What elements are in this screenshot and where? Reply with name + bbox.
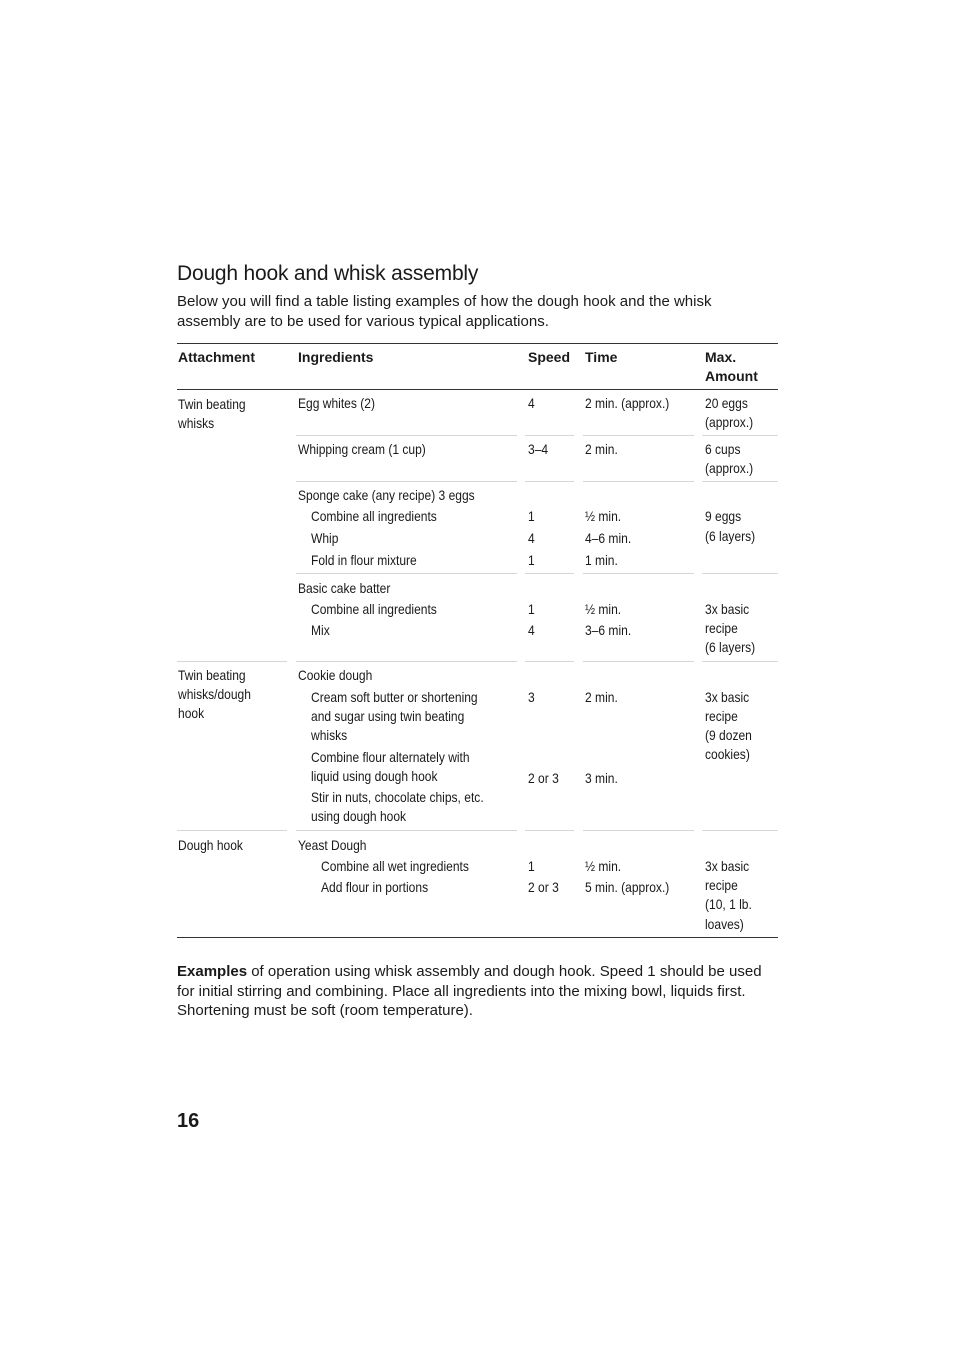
header-time: Time — [585, 349, 618, 365]
sec2-step3-line1: Stir in nuts, chocolate chips, etc. — [311, 789, 484, 805]
r2-max-line2: (approx.) — [705, 460, 754, 476]
sec2-ingredient: Cookie dough — [298, 667, 373, 683]
intro-paragraph: Below you will find a table listing examples of how the dough hook and the whisk assembly are to be used for various typical applications. — [177, 293, 712, 330]
r4-time1: ½ min. — [585, 601, 622, 617]
r3-speed2: 4 — [528, 530, 535, 546]
sec2-rule-max — [702, 830, 778, 831]
sec2-time2: 3 min. — [585, 770, 618, 786]
sec2-step2-line2: liquid using dough hook — [311, 768, 438, 784]
r1-rule-time — [583, 435, 694, 436]
r3-time1: ½ min. — [585, 508, 622, 524]
sec2-max-line2: recipe — [705, 708, 738, 724]
examples-bold-lead: Examples — [177, 963, 248, 980]
r3-rule-max — [702, 573, 778, 574]
sec2-rule-speed — [525, 830, 574, 831]
header-ingredients: Ingredients — [298, 349, 374, 365]
sec2-max-line1: 3x basic — [705, 689, 750, 705]
r1-max-line1: 20 eggs — [705, 395, 748, 411]
sec2-step1-line3: whisks — [311, 727, 348, 743]
r3-speed1: 1 — [528, 508, 535, 524]
r3-rule-speed — [525, 573, 574, 574]
sec3-speed1: 1 — [528, 858, 535, 874]
r4-max-line2: recipe — [705, 620, 738, 636]
r4-step1: Combine all ingredients — [311, 601, 437, 617]
sec2-speed2: 2 or 3 — [528, 770, 559, 786]
r3-time2: 4–6 min. — [585, 530, 632, 546]
sec3-time1: ½ min. — [585, 858, 622, 874]
sec3-step2: Add flour in portions — [321, 879, 429, 895]
r1-time: 2 min. (approx.) — [585, 395, 670, 411]
sec3-max-line4: loaves) — [705, 916, 744, 932]
sec3-time2: 5 min. (approx.) — [585, 879, 670, 895]
sec2-attachment-line2: whisks/dough — [178, 686, 251, 702]
sec2-attachment-line3: hook — [178, 705, 205, 721]
r2-max-line1: 6 cups — [705, 441, 741, 457]
r4-speed2: 4 — [528, 622, 535, 638]
r1-ingredient: Egg whites (2) — [298, 395, 375, 411]
r3-rule-time — [583, 573, 694, 574]
r3-speed3: 1 — [528, 552, 535, 568]
r2-rule-max — [702, 481, 778, 482]
r2-rule-ing — [296, 481, 517, 482]
r3-step2: Whip — [311, 530, 339, 546]
sec2-time1: 2 min. — [585, 689, 618, 705]
r1-max-line2: (approx.) — [705, 414, 754, 430]
sec2-step3-line2: using dough hook — [311, 808, 407, 824]
r2-speed: 3–4 — [528, 441, 549, 457]
r3-max-line1: 9 eggs — [705, 508, 742, 524]
header-speed: Speed — [528, 349, 571, 365]
sec3-step1: Combine all wet ingredients — [321, 858, 469, 874]
page-title: Dough hook and whisk assembly — [177, 262, 479, 285]
header-bottom-rule — [177, 389, 778, 390]
r3-step1: Combine all ingredients — [311, 508, 437, 524]
r3-ingredient: Sponge cake (any recipe) 3 eggs — [298, 487, 475, 503]
r4-time2: 3–6 min. — [585, 622, 632, 638]
sec3-speed2: 2 or 3 — [528, 879, 559, 895]
sec2-speed1: 3 — [528, 689, 535, 705]
r4-speed1: 1 — [528, 601, 535, 617]
sec3-max-line3: (10, 1 lb. — [705, 896, 752, 912]
sec2-rule-time — [583, 830, 694, 831]
r3-max-line2: (6 layers) — [705, 528, 756, 544]
table-bottom-rule — [177, 937, 778, 938]
sec3-attachment: Dough hook — [178, 837, 243, 853]
r4-step2: Mix — [311, 622, 330, 638]
header-attachment: Attachment — [178, 349, 256, 365]
sec1-rule-ing — [296, 661, 517, 662]
r2-rule-time — [583, 481, 694, 482]
r2-rule-speed — [525, 481, 574, 482]
r3-rule-ing — [296, 573, 517, 574]
sec1-rule-time — [583, 661, 694, 662]
r3-time3: 1 min. — [585, 552, 618, 568]
table-top-rule — [177, 343, 778, 344]
sec2-step2-line1: Combine flour alternately with — [311, 749, 470, 765]
sec1-attachment-line1: Twin beating — [178, 396, 246, 412]
r3-step3: Fold in flour mixture — [311, 552, 417, 568]
r1-speed: 4 — [528, 395, 535, 411]
sec3-max-line1: 3x basic — [705, 858, 750, 874]
sec2-rule-attachment — [177, 830, 287, 831]
page-number: 16 — [177, 1110, 200, 1132]
sec2-max-line4: cookies) — [705, 746, 750, 762]
r1-rule-speed — [525, 435, 574, 436]
r4-max-line3: (6 layers) — [705, 639, 756, 655]
sec2-step1-line2: and sugar using twin beating — [311, 708, 465, 724]
examples-paragraph — [177, 962, 777, 1021]
examples-text: of operation using whisk assembly and dough hook. Speed 1 should be used for initial stirring and combining. Place all ingredients into the mixing bowl, liquids first. Shortening must be soft (room temperature). — [177, 963, 762, 1019]
r2-ingredient: Whipping cream (1 cup) — [298, 441, 426, 457]
r4-ingredient: Basic cake batter — [298, 580, 391, 596]
sec1-rule-attachment — [177, 661, 287, 662]
header-max-line1: Max. — [705, 349, 737, 365]
r4-max-line1: 3x basic — [705, 601, 750, 617]
r1-rule-ing — [296, 435, 517, 436]
sec3-ingredient: Yeast Dough — [298, 837, 367, 853]
sec1-rule-speed — [525, 661, 574, 662]
sec1-rule-max — [702, 661, 778, 662]
sec2-max-line3: (9 dozen — [705, 727, 752, 743]
sec2-step1-line1: Cream soft butter or shortening — [311, 689, 478, 705]
r2-time: 2 min. — [585, 441, 618, 457]
sec2-attachment-line1: Twin beating — [178, 667, 246, 683]
r1-rule-max — [702, 435, 778, 436]
sec1-attachment-line2: whisks — [178, 415, 215, 431]
sec3-max-line2: recipe — [705, 877, 738, 893]
sec2-rule-ing — [296, 830, 517, 831]
header-max-line2: Amount — [705, 368, 758, 384]
